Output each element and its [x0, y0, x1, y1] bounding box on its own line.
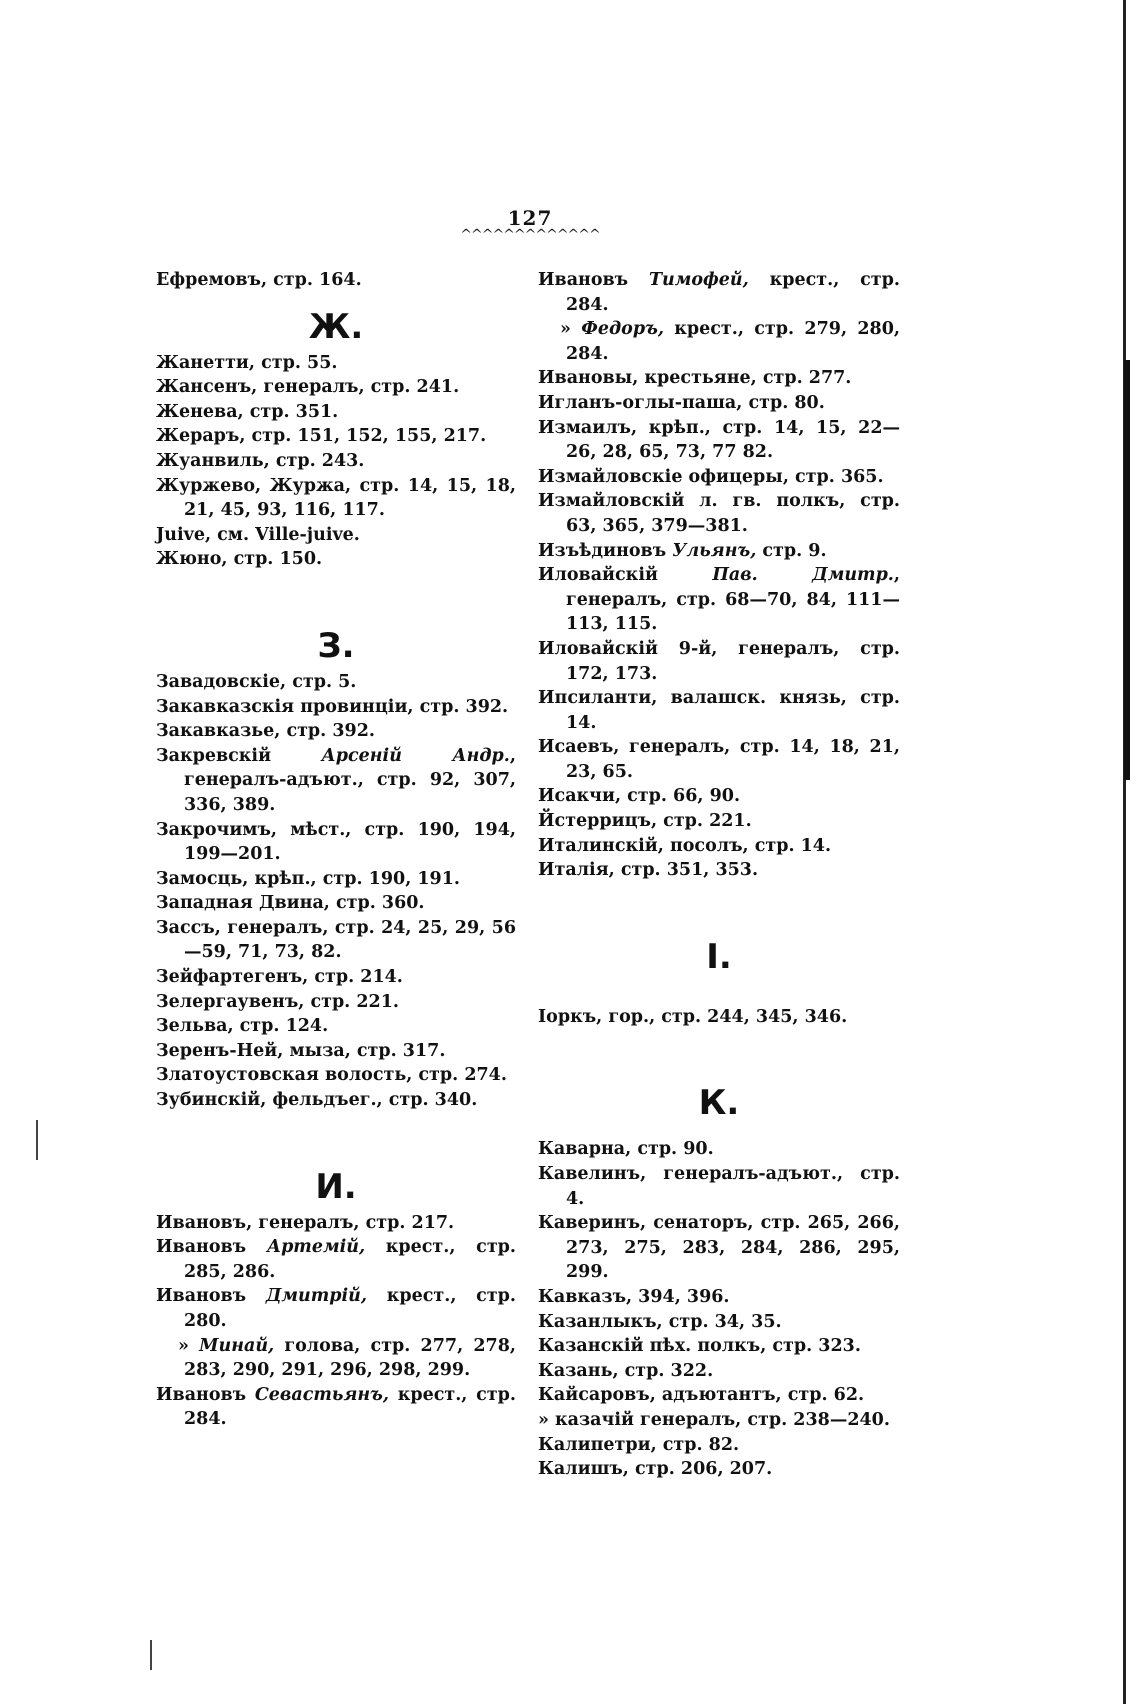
- index-entry: » казачій генералъ, стр. 238—240.: [538, 1409, 890, 1430]
- entry-given-name: Тимофей,: [648, 270, 749, 290]
- page-edge-shadow: [1124, 360, 1130, 780]
- section-letter-i-decimal: І.: [706, 936, 732, 977]
- index-entry: Измаилъ, крѣп., стр. 14, 15, 22—26, 28, 65, 73, 77 82.: [538, 417, 900, 463]
- index-entry: Закрочимъ, мѣст., стр. 190, 194, 199—201.: [156, 819, 516, 865]
- index-entry: Казань, стр. 322.: [538, 1360, 714, 1381]
- page-number-ornament: ^^^^^^^^^^^^^: [460, 227, 600, 243]
- index-entry: Каверинъ, сенаторъ, стр. 265, 266, 273, 275, 283, 284, 286, 295, 299.: [538, 1213, 900, 1283]
- section-letter-z: З.: [317, 625, 355, 666]
- index-entry: Закавказье, стр. 392.: [156, 721, 375, 742]
- index-entry: Ивановы, крестьяне, стр. 277.: [538, 368, 852, 389]
- index-entry: Италія, стр. 351, 353.: [538, 860, 759, 881]
- index-entry: [538, 317, 900, 366]
- index-entry: Кавказъ, 394, 396.: [538, 1287, 730, 1307]
- entry-given-name: Дмитрій,: [265, 1286, 367, 1307]
- index-entry: Иловайскій 9-й, генералъ, стр. 172, 173.: [538, 638, 900, 684]
- index-entry: Замосць, крѣп., стр. 190, 191.: [156, 868, 461, 889]
- index-entry: Италинскій, посолъ, стр. 14.: [538, 835, 832, 856]
- entry-refs: крест., стр. 284.: [566, 270, 900, 315]
- index-column-right: [538, 268, 900, 1482]
- entry-refs: стр. 9.: [756, 540, 827, 561]
- index-entry: [156, 1383, 516, 1432]
- index-entry: Казанлыкъ, стр. 34, 35.: [538, 1311, 782, 1332]
- entry-given-name: Арсеній Андр.: [321, 745, 510, 766]
- index-entry: Жераръ, стр. 151, 152, 155, 217.: [156, 426, 487, 447]
- entry-given-name: Артемій,: [266, 1237, 366, 1258]
- index-entry: Завадовскіе, стр. 5.: [156, 671, 357, 692]
- entry-given-name: Пав. Дмитр.: [712, 565, 894, 586]
- entry-name: Ивановъ: [156, 1286, 266, 1307]
- index-entry: Зельва, стр. 124.: [156, 1016, 329, 1037]
- index-entry: Исакчи, стр. 66, 90.: [538, 786, 741, 807]
- index-entry: Казанскій пѣх. полкъ, стр. 323.: [538, 1336, 861, 1357]
- index-entry: Женева, стр. 351.: [156, 401, 339, 422]
- index-entry: [156, 1334, 516, 1383]
- index-entry: Исаевъ, генералъ, стр. 14, 18, 21, 23, 65.: [538, 737, 900, 782]
- entry-given-name: Ульянъ,: [672, 540, 757, 561]
- index-entry: Juive, см. Ville-juive.: [156, 524, 360, 545]
- index-entry: [156, 1235, 516, 1284]
- index-entry: Зелергаувенъ, стр. 221.: [156, 991, 399, 1012]
- index-entry: Калишъ, стр. 206, 207.: [538, 1459, 773, 1480]
- index-entry: Зассъ, генералъ, стр. 24, 25, 29, 56—59, 71, 73, 82.: [156, 917, 516, 963]
- entry-name: Изъѣдиновъ: [538, 540, 673, 561]
- entry-name: Ивановъ: [156, 1237, 267, 1258]
- entry-ditto: »: [178, 1335, 200, 1356]
- index-entry: Журжево, Журжа, стр. 14, 15, 18, 21, 45, 93, 116, 117.: [156, 475, 516, 521]
- index-entry: Жуанвиль, стр. 243.: [156, 450, 365, 471]
- index-entry: Жансенъ, генералъ, стр. 241.: [156, 377, 460, 398]
- index-entry: [156, 744, 516, 818]
- index-entry: Измайловскій л. гв. полкъ, стр. 63, 365, 379—381.: [538, 491, 900, 536]
- entry-refs: крест., стр. 284.: [184, 1384, 516, 1430]
- entry-refs: , генералъ-адъют., стр. 92, 307, 336, 389.: [184, 745, 516, 815]
- entry-given-name: Минай,: [199, 1335, 275, 1356]
- index-entry: Зубинскій, фельдъег., стр. 340.: [156, 1090, 478, 1111]
- entry-refs: , генералъ, стр. 68—70, 84, 111—113, 115.: [566, 565, 900, 635]
- index-entry: Зеренъ-Ней, мыза, стр. 317.: [156, 1040, 446, 1061]
- section-letter-zh: Ж.: [308, 306, 364, 347]
- entry-given-name: Федоръ,: [581, 319, 664, 340]
- index-entry: [538, 563, 900, 637]
- index-column-left: [156, 268, 516, 1432]
- entry-given-name: Севастьянъ,: [254, 1384, 389, 1405]
- index-entry: Измайловскіе офицеры, стр. 365.: [538, 466, 884, 487]
- index-entry: Кавелинъ, генералъ-адъют., стр. 4.: [538, 1164, 900, 1209]
- entry-ditto: »: [560, 319, 582, 340]
- entry-name: Закревскій: [156, 745, 322, 766]
- index-entry: [538, 268, 900, 317]
- index-entry: Ипсиланти, валашск. князь, стр. 14.: [538, 688, 900, 733]
- index-entry: Игланъ-оглы-паша, стр. 80.: [538, 392, 825, 413]
- index-entry: [538, 539, 900, 564]
- index-entry: Ивановъ, генералъ, стр. 217.: [156, 1212, 455, 1233]
- entry-refs: голова, стр. 277, 278, 283, 290, 291, 296, 298, 299.: [184, 1335, 516, 1381]
- entry-refs: крест., стр. 285, 286.: [184, 1237, 516, 1282]
- index-entry: Кайсаровъ, адъютантъ, стр. 62.: [538, 1385, 865, 1406]
- entry-name: Ивановъ: [156, 1384, 255, 1405]
- entry-name: Иловайскій: [538, 565, 713, 586]
- index-entry: [156, 1284, 516, 1333]
- entry-name: Ивановъ: [538, 270, 649, 290]
- entry-refs: крест., стр. 280.: [184, 1286, 516, 1331]
- index-entry: Закавказскія провинціи, стр. 392.: [156, 696, 509, 717]
- entry-refs: крест., стр. 279, 280, 284.: [566, 319, 901, 364]
- section-letter-k: К.: [698, 1083, 740, 1124]
- index-entry: Іоркъ, гор., стр. 244, 345, 346.: [538, 1006, 848, 1027]
- page-number: 127: [507, 206, 553, 230]
- page-edge-line: [1123, 0, 1126, 1704]
- index-entry: Зейфартегенъ, стр. 214.: [156, 967, 403, 988]
- index-entry: Жанетти, стр. 55.: [156, 352, 338, 373]
- scan-mark: [36, 1120, 38, 1160]
- index-entry: Западная Двина, стр. 360.: [156, 893, 425, 914]
- index-entry: Златоустовская волость, стр. 274.: [156, 1065, 507, 1086]
- index-entry: Йстеррицъ, стр. 221.: [538, 811, 752, 832]
- index-entry: Ефремовъ, стр. 164.: [156, 270, 362, 290]
- index-entry: Каварна, стр. 90.: [538, 1139, 714, 1160]
- section-letter-i: И.: [315, 1166, 357, 1207]
- index-entry: Калипетри, стр. 82.: [538, 1434, 740, 1455]
- index-entry: Жюно, стр. 150.: [156, 549, 323, 570]
- scan-mark: [150, 1640, 152, 1670]
